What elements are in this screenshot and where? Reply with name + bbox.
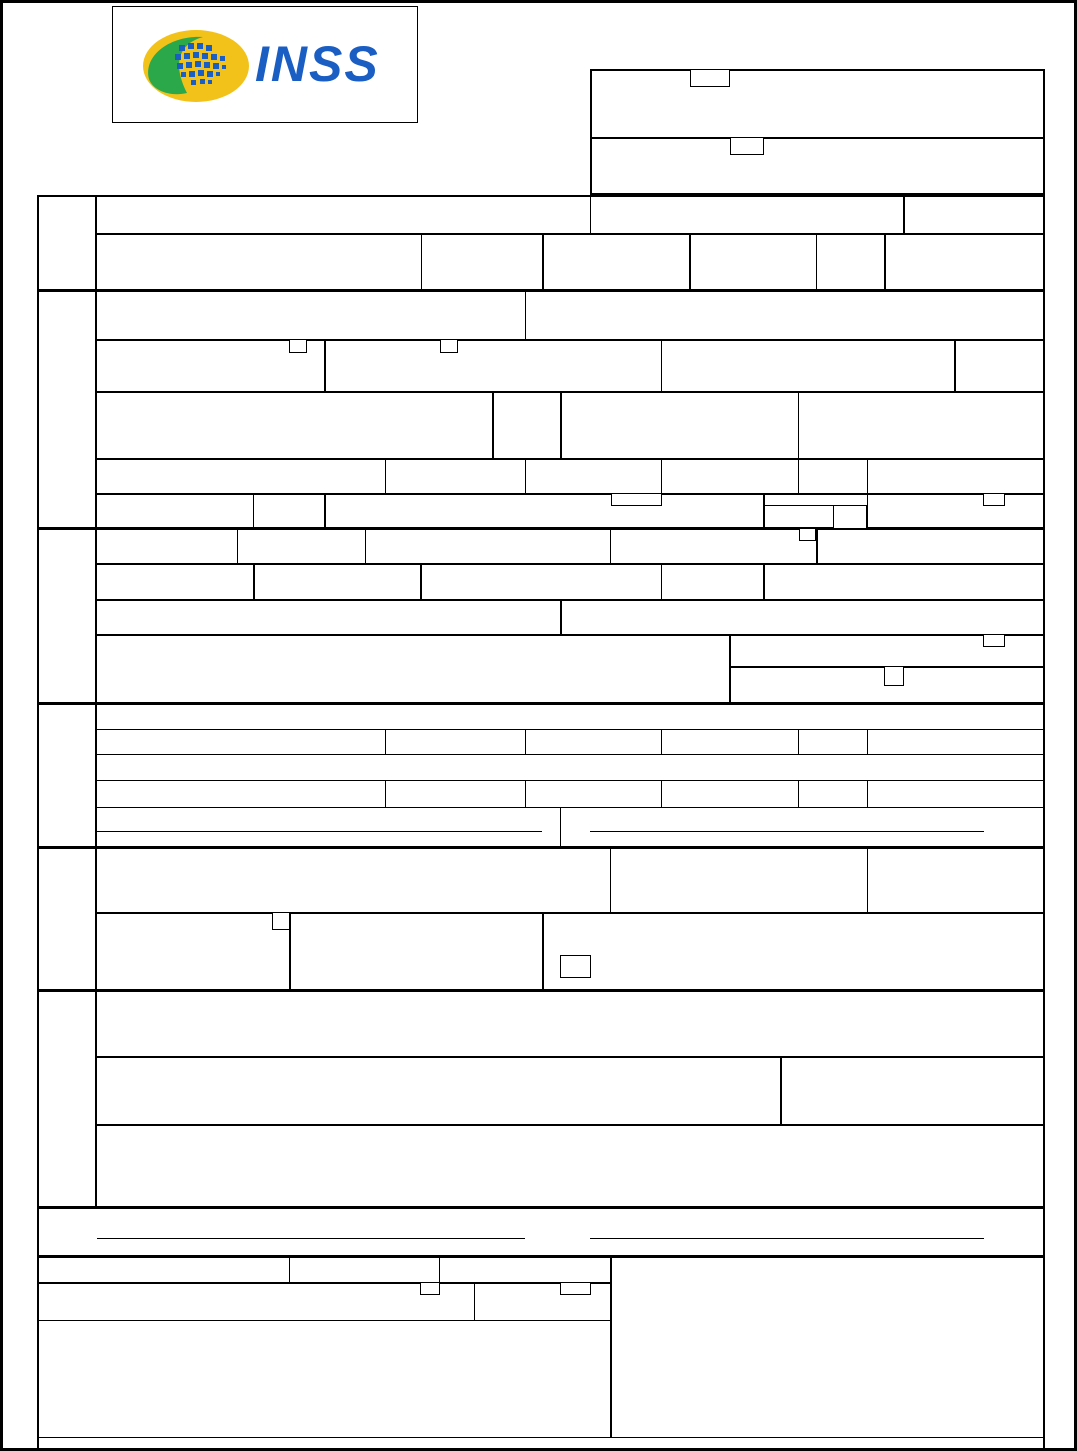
section-1 (37, 195, 1045, 291)
logo-box (112, 6, 418, 123)
payment-checkbox[interactable] (272, 912, 290, 930)
sex-male-checkbox[interactable] (289, 339, 307, 353)
contact-checkbox-2[interactable] (884, 666, 904, 686)
inss-emblem-icon (141, 27, 251, 105)
server-signature-line (590, 1238, 984, 1239)
section-4 (37, 703, 1045, 848)
contact-checkbox-1[interactable] (983, 634, 1005, 647)
bottom-section (37, 1256, 1045, 1451)
section-6 (37, 990, 1045, 1208)
doc-type-checkbox[interactable] (611, 493, 662, 506)
protocol-divider (590, 137, 1045, 139)
protocol-checkbox-1[interactable] (690, 69, 730, 87)
applicant-signature-line (97, 1238, 525, 1239)
doc-flag-checkbox[interactable] (983, 493, 1005, 506)
signature-section (37, 1207, 1045, 1257)
section-1-label-col (95, 195, 97, 291)
signature-line-1 (97, 831, 542, 832)
bottom-checkbox-1[interactable] (420, 1282, 440, 1295)
address-checkbox[interactable] (799, 528, 816, 541)
protocol-checkbox-2[interactable] (730, 137, 764, 155)
sex-female-checkbox[interactable] (440, 339, 458, 353)
bank-option-checkbox[interactable] (560, 955, 591, 978)
doc-uf-box[interactable] (833, 505, 867, 529)
logo-text: INSS (255, 36, 380, 92)
protocol-box (590, 69, 1045, 195)
section-5 (37, 847, 1045, 991)
bottom-checkbox-2[interactable] (560, 1282, 591, 1295)
signature-line-2 (590, 831, 984, 832)
